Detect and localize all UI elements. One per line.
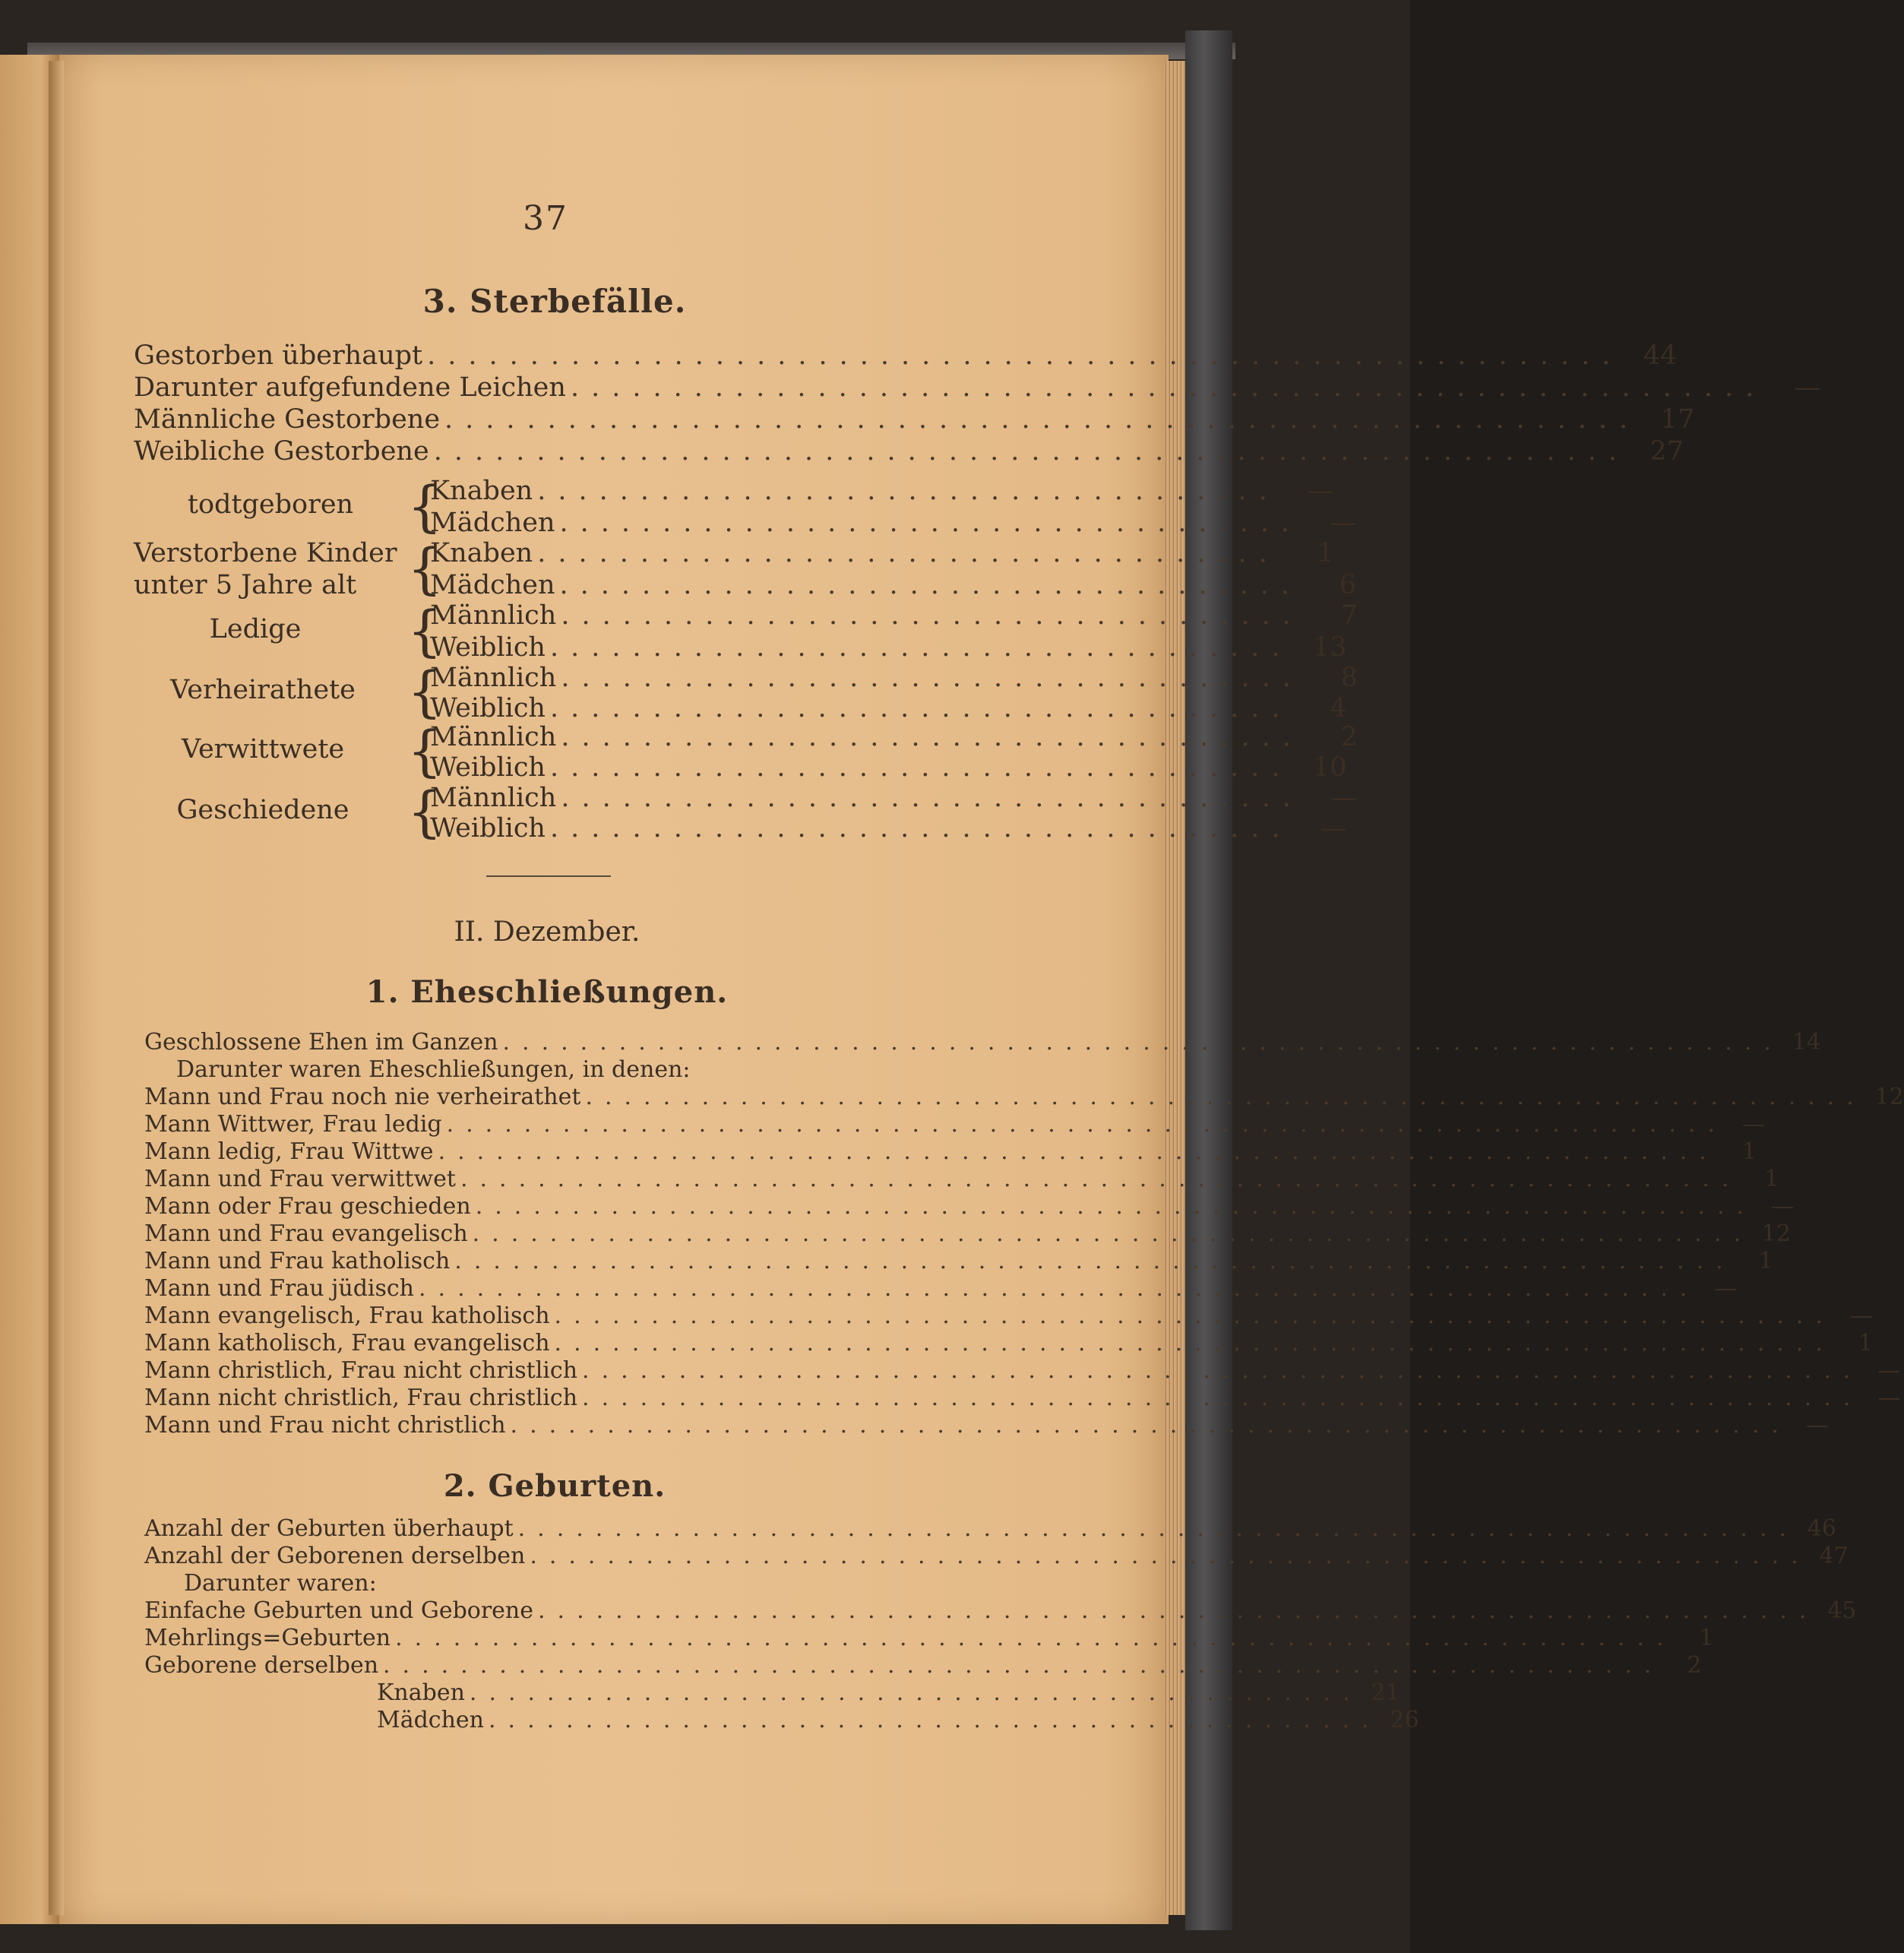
leader-dots: .................................................................. [383,1652,1664,1679]
row-label: Männlich [430,722,557,752]
brace: { [407,660,442,723]
leader-dots: .................................................................. [530,1543,1811,1569]
group-row [430,476,1334,507]
row-value: 4 [1330,693,1347,723]
brace: { [407,537,442,600]
marriages-row [144,1357,1901,1385]
group-row [430,722,1358,753]
leader-dots: .......................................................... [433,436,1629,467]
leader-dots: .................................................................. [582,1357,1863,1384]
row-label: Mann Wittwer, Frau ledig [144,1111,442,1138]
row-value: 1 [1764,1166,1779,1192]
marriages-row [144,1166,1779,1193]
births-row [144,1515,1837,1543]
leader-dots: .................................................................. [438,1138,1719,1165]
deaths-row [134,436,1684,467]
group-row [430,663,1358,694]
row-label: Einfache Geburten und Geborene [144,1597,534,1624]
row-value: 1 [1699,1625,1714,1651]
leader-dots: .......................................................... [427,340,1623,371]
group-row [430,538,1334,569]
row-value: 7 [1340,600,1358,631]
deaths-row [134,404,1695,435]
leader-dots: .................................................................. [510,1412,1791,1439]
leader-dots: .................................................................. [460,1166,1741,1192]
brace: { [407,599,442,663]
page-gutter [49,61,64,1915]
marriages-row [144,1111,1765,1138]
brace: { [407,719,442,783]
row-label: Mann nicht christlich, Frau christlich [144,1385,578,1411]
deaths-row [134,372,1821,404]
leader-dots: .................................................................. [475,1193,1757,1220]
group-label: Ledige [209,614,302,644]
leader-dots: .................................................................. [502,1029,1783,1056]
row-value: 6 [1339,570,1357,600]
row-value: — [1320,813,1347,844]
births-row [144,1543,1849,1570]
births-row [377,1707,1419,1734]
leader-dots: .................................................................. [454,1248,1735,1274]
births-row [144,1597,1857,1625]
row-label: Mädchen [430,508,555,538]
row-value: 47 [1819,1543,1849,1569]
row-value: — [1877,1385,1901,1411]
row-value: — [1714,1275,1738,1302]
leader-dots: .................................... [549,632,1292,663]
row-value: — [1330,783,1358,813]
row-value: 27 [1649,436,1684,467]
leader-dots: .................................................................. [538,1597,1819,1624]
leader-dots: .................................................................. [517,1515,1799,1542]
group-label-line1: Verstorbene Kinder [134,538,397,568]
group-row [430,752,1347,783]
births-row [144,1652,1702,1679]
row-label: Mädchen [377,1707,485,1733]
leader-dots: .......................................................... [570,372,1766,403]
group-label: Verheirathete [170,675,356,705]
group-row [430,783,1358,814]
row-label: Männliche Gestorbene [134,404,441,435]
row-label: Mann ledig, Frau Wittwe [144,1138,434,1165]
row-label: Mann und Frau noch nie verheirathet [144,1084,581,1110]
row-label: Gestorben überhaupt [134,340,423,371]
marriages-row [144,1248,1773,1275]
group-label-line2: unter 5 Jahre alt [134,570,357,600]
group-row [430,600,1358,631]
row-label: Darunter aufgefundene Leichen [134,372,566,403]
births-row [144,1625,1714,1652]
marriages-heading: 1. Eheschließungen. [365,974,729,1010]
row-label: Geschlossene Ehen im Ganzen [144,1029,498,1056]
row-value: 10 [1312,752,1347,783]
group-label: todtgeboren [187,489,354,520]
marriages-row [144,1084,1904,1111]
row-label: Geborene derselben [144,1652,379,1679]
leader-dots: .................................... [537,476,1279,506]
row-value: — [1794,372,1821,403]
row-label: Mann christlich, Frau nicht christlich [144,1357,578,1384]
row-value: 2 [1687,1652,1702,1679]
row-value: 12 [1761,1220,1792,1247]
leader-dots: .................................................................. [554,1303,1835,1329]
row-value: — [1742,1111,1765,1138]
births-row [377,1679,1400,1707]
deaths-heading: 3. Sterbefälle. [422,283,687,320]
row-label: Mann katholisch, Frau evangelisch [144,1330,550,1356]
deaths-row [134,340,1678,372]
row-value: 14 [1792,1029,1821,1056]
row-value: 44 [1643,340,1678,371]
row-label: Weibliche Gestorbene [134,436,429,467]
row-label: Mann oder Frau geschieden [144,1193,471,1220]
group-row [430,570,1357,601]
group-row [430,813,1347,844]
marriages-row [144,1138,1757,1166]
leader-dots: .................................... [537,538,1279,568]
group-row [430,508,1357,539]
row-value: 1 [1858,1330,1873,1356]
group-label: Verwittwete [181,734,345,764]
row-value: — [1849,1303,1873,1329]
marriages-row [144,1385,1901,1412]
row-label: Mann und Frau verwittwet [144,1166,456,1192]
row-value: 13 [1312,632,1347,663]
row-value: 8 [1340,663,1358,693]
row-label: Mann und Frau nicht christlich [144,1412,506,1439]
page-number: 37 [523,199,568,238]
row-value: — [1771,1193,1795,1220]
leader-dots: .................................... [561,722,1303,752]
marriages-intro: Darunter waren Eheschließungen, in denen: [176,1056,691,1083]
row-label: Knaben [430,538,533,568]
brace: { [407,780,442,844]
leader-dots: .................................... [561,783,1303,813]
leader-dots: .................................................................. [585,1084,1866,1110]
group-row [430,632,1347,663]
leader-dots: .................................................................. [419,1275,1700,1302]
marriages-row [144,1193,1795,1220]
row-label: Mann evangelisch, Frau katholisch [144,1303,550,1329]
row-label: Weiblich [430,632,546,663]
row-value: 12 [1874,1084,1904,1110]
row-label: Weiblich [430,813,546,844]
leader-dots: .................................... [559,570,1302,600]
row-value: 1 [1317,538,1334,568]
section-divider [486,875,611,877]
leader-dots: .................................... [549,813,1292,844]
row-label: Knaben [377,1679,465,1706]
marriages-row [144,1303,1873,1330]
group-label: Geschiedene [176,795,349,825]
births-heading: 2. Geburten. [443,1468,666,1504]
group-row [430,693,1347,724]
leader-dots: .................................... [559,508,1302,538]
row-label: Weiblich [430,752,546,783]
leader-dots: .................................................................. [395,1625,1676,1651]
row-label: Männlich [430,600,557,631]
row-label: Mädchen [430,570,555,600]
row-label: Männlich [430,663,557,693]
leader-dots: .................................................................. [472,1220,1754,1247]
marriages-row [144,1412,1829,1439]
row-label: Knaben [430,476,533,506]
row-label: Mann und Frau jüdisch [144,1275,415,1302]
row-value: 21 [1371,1679,1400,1706]
leader-dots: .............................................. [469,1679,1362,1706]
row-label: Männlich [430,783,557,813]
row-label: Anzahl der Geborenen derselben [144,1543,526,1569]
row-value: 46 [1807,1515,1837,1542]
row-value: — [1805,1412,1829,1439]
marriages-row [144,1275,1738,1303]
row-value: 1 [1758,1248,1773,1274]
row-label: Mehrlings=Geburten [144,1625,391,1651]
marriages-row [144,1330,1873,1357]
row-value: 26 [1390,1707,1419,1733]
row-value: — [1330,508,1357,538]
row-label: Mann und Frau evangelisch [144,1220,468,1247]
births-intro: Darunter waren: [184,1570,377,1597]
marriages-row [144,1220,1792,1248]
brace: { [407,474,442,538]
leader-dots: .................................... [549,693,1292,723]
leader-dots: .............................................. [489,1707,1381,1733]
row-value: 2 [1340,722,1358,752]
row-value: — [1877,1357,1901,1384]
leader-dots: .................................................................. [446,1111,1727,1138]
row-value: 45 [1827,1597,1857,1624]
leader-dots: .......................................................... [444,404,1640,435]
leader-dots: .................................... [561,600,1303,631]
row-value: — [1307,476,1334,506]
leader-dots: .................................................................. [554,1330,1835,1356]
row-label: Weiblich [430,693,546,723]
leader-dots: .................................................................. [582,1385,1863,1411]
row-label: Mann und Frau katholisch [144,1248,451,1274]
leader-dots: .................................... [549,752,1292,783]
row-value: 17 [1660,404,1695,435]
row-label: Anzahl der Geburten überhaupt [144,1515,514,1542]
month-heading: II. Dezember. [454,916,640,948]
row-value: 1 [1741,1138,1757,1165]
leader-dots: .................................... [561,663,1303,693]
marriages-total-row [144,1029,1821,1056]
